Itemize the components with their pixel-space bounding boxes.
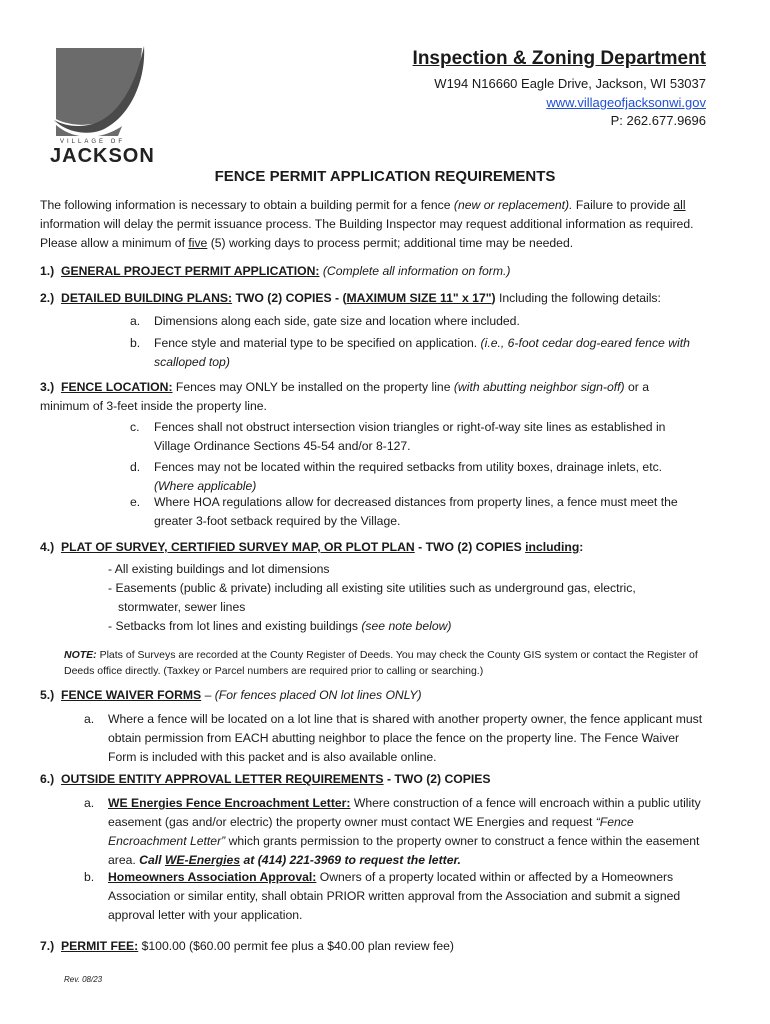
logo-jackson-text: JACKSON: [50, 145, 155, 167]
section-2-item-b: b. Fence style and material type to be specified on application. (i.e., 6-foot cedar dog-eared fence with scalloped top): [130, 336, 690, 369]
section-2: 2.) DETAILED BUILDING PLANS: TWO (2) COPIES - (MAXIMUM SIZE 11" x 17") Including the following details:: [40, 291, 661, 305]
section-6: 6.) OUTSIDE ENTITY APPROVAL LETTER REQUIREMENTS - TWO (2) COPIES: [40, 772, 491, 786]
section-5-item-a: a. Where a fence will be located on a lot line that is shared with another property owner, the fence applicant must obtain permission from EACH abutting neighbor to place the fence on the property line. The Fence Waiver Form is included with this packet and is also available online.: [84, 712, 703, 764]
village-logo: [44, 44, 172, 166]
intro-paragraph: The following information is necessary to obtain a building permit for a fence (new or replacement). Failure to provide all information will delay the permit issuance process. The Building Inspector may request additional information as required. Please allow a minimum of five (5) working days to process permit; additional time may be needed.: [40, 198, 694, 250]
section-3-item-e: e. Where HOA regulations allow for decreased distances from property lines, a fence must meet the greater 3-foot setback required by the Village.: [130, 495, 678, 528]
section-6-item-a: a. WE Energies Fence Encroachment Letter: Where construction of a fence will encroach within a public utility easement (gas and/or electric) the property owner must contact WE Energies and request “Fence Encroachment Letter” which grants permission to the property owner to construct a fence within the easement area. Call WE-Energies at (414) 221-3969 to request the letter.: [84, 796, 701, 867]
section-4-bullets: - All existing buildings and lot dimensions - Easements (public & private) including all existing site utilities such as underground gas, electric, stormwater, sewer lines - Setbacks from lot lines and existing buildings (see note below): [108, 562, 636, 633]
section-3: 3.) FENCE LOCATION: Fences may ONLY be installed on the property line (with abutting neighbor sign-off) or a minimum of 3-feet inside the property line.: [40, 380, 649, 413]
section-7: 7.) PERMIT FEE: $100.00 ($60.00 permit fee plus a $40.00 plan review fee): [40, 939, 454, 953]
website-link[interactable]: www.villageofjacksonwi.gov: [546, 95, 706, 110]
section-2-item-a: a. Dimensions along each side, gate size and location where included.: [130, 314, 520, 328]
section-6-item-b: b. Homeowners Association Approval: Owners of a property located within or affected by a Homeowners Association or similar entity, shall obtain PRIOR written approval from the Association and submit a signed approval letter with your application.: [84, 870, 681, 922]
logo-village-text: VILLAGE OF: [60, 139, 126, 145]
section-5: 5.) FENCE WAIVER FORMS – (For fences placed ON lot lines ONLY): [40, 688, 422, 702]
department-title: Inspection & Zoning Department: [412, 48, 706, 69]
revision-label: Rev. 08/23: [64, 975, 103, 984]
section-3-item-d: d. Fences may not be located within the required setbacks from utility boxes, drainage inlets, etc. (Where applicable): [130, 460, 663, 493]
section-3-item-c: c. Fences shall not obstruct intersection vision triangles or right-of-way site lines as established in Village Ordinance Sections 45-54 and/or 8-127.: [130, 420, 666, 453]
section-4-note: NOTE: Plats of Surveys are recorded at the County Register of Deeds. You may check the County GIS system or contact the Register of Deeds office directly. (Taxkey or Parcel numbers are required prior to calling or searching.): [64, 649, 698, 677]
address: W194 N16660 Eagle Drive, Jackson, WI 53037: [434, 76, 706, 91]
section-1: 1.) GENERAL PROJECT PERMIT APPLICATION: (Complete all information on form.): [40, 264, 511, 278]
phone: P: 262.677.9696: [610, 113, 706, 128]
page-title: FENCE PERMIT APPLICATION REQUIREMENTS: [214, 168, 556, 185]
section-4: 4.) PLAT OF SURVEY, CERTIFIED SURVEY MAP, OR PLOT PLAN - TWO (2) COPIES including:: [40, 540, 584, 554]
logo-graphic: [46, 44, 170, 140]
